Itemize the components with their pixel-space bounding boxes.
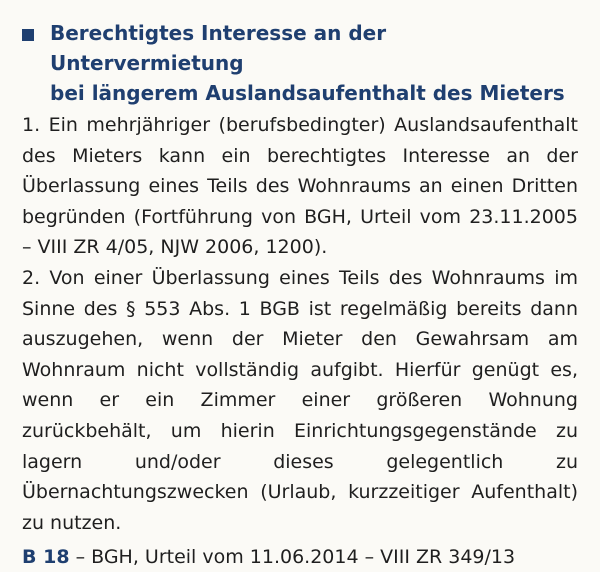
section-heading [22,18,578,108]
paragraph-2: 2. Von einer Überlassung eines Teils des Wohnraums im Sinne des § 553 Abs. 1 BGB ist regelmäßig bereits dann auszugehen, wenn der Mieter den Gewahrsam am Wohnraum nicht vollständig aufgibt. Hierfür genügt es, wenn er ein Zimmer einer größeren Wohnung zurückbehält, um hierin Einrichtungsgegenstände zu lagern und/oder dieses gelegentlich zu Übernachtungszwecken (Urlaub, kurzzeitiger Aufenthalt) zu nutzen. [22,266,578,534]
citation-label: B 18 [22,546,70,569]
body-text [22,110,578,538]
heading-line-2: bei längerem Auslandsaufenthalt des Mieters [50,81,565,105]
paragraph-1: 1. Ein mehrjähriger (berufsbedingter) Auslandsaufenthalt des Mieters kann ein berechtigtes Interesse an der Überlassung eines Teils des Wohnraums an einen Dritten begründen (Fortführung von BGH, Urteil vom 23.11.2005 – VIII ZR 4/05, NJW 2006, 1200). [22,114,578,259]
citation-text: – BGH, Urteil vom 11.06.2014 – VIII ZR 349/13 [69,546,516,569]
heading-line-1: Berechtigtes Interesse an der Untervermietung [50,21,387,75]
heading-text [50,18,578,108]
citation [22,542,578,572]
square-bullet-icon [22,29,34,41]
